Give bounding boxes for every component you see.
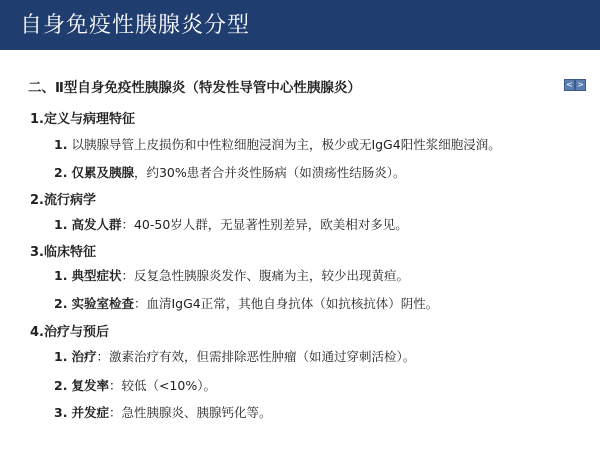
item-text: 以胰腺导管上皮损伤和中性粒细胞浸润为主，极少或无IgG4阳性浆细胞浸润。 xyxy=(71,137,501,152)
item-key: 高发人群 xyxy=(71,217,122,232)
slide-nav xyxy=(564,79,586,91)
item-number: 1. xyxy=(54,137,68,152)
item-key: 治疗 xyxy=(71,349,97,364)
item-key: 实验室检查 xyxy=(71,296,134,311)
group-heading-treatment: 4.治疗与预后 xyxy=(30,325,109,340)
item-number: 3. xyxy=(54,405,68,420)
item-key: 仅累及胰腺 xyxy=(71,165,134,180)
list-item xyxy=(54,135,501,153)
item-number: 2. xyxy=(54,296,68,311)
page-title: 自身免疫性胰腺炎分型 xyxy=(20,13,251,38)
item-number: 2. xyxy=(54,378,68,393)
list-item xyxy=(54,347,415,365)
list-item xyxy=(54,294,438,312)
list-item xyxy=(54,266,409,284)
item-number: 2. xyxy=(54,165,68,180)
section-title: 二、Ⅱ型自身免疫性胰腺炎（特发性导管中心性胰腺炎） xyxy=(28,80,361,96)
item-number: 1. xyxy=(54,217,68,232)
item-text: ，约30%患者合并炎性肠病（如溃疡性结肠炎）。 xyxy=(133,165,406,180)
list-item xyxy=(54,163,406,181)
list-item xyxy=(54,376,216,394)
list-item xyxy=(54,403,271,421)
item-text: ：血清IgG4正常，其他自身抗体（如抗核抗体）阴性。 xyxy=(133,296,439,311)
item-text: ：激素治疗有效，但需排除恶性肿瘤（如通过穿刺活检）。 xyxy=(96,349,416,364)
group-heading-clinical: 3.临床特征 xyxy=(30,245,96,260)
item-text: ：急性胰腺炎、胰腺钙化等。 xyxy=(108,405,272,420)
item-text: ：较低（<10%）。 xyxy=(108,378,216,393)
group-heading-epidemiology: 2.流行病学 xyxy=(30,193,96,208)
item-text: ：反复急性胰腺炎发作、腹痛为主，较少出现黄疸。 xyxy=(121,268,409,283)
item-key: 典型症状 xyxy=(71,268,122,283)
item-number: 1. xyxy=(54,349,68,364)
prev-arrow-icon[interactable]: < xyxy=(564,79,575,91)
list-item xyxy=(54,215,408,233)
next-arrow-icon[interactable]: > xyxy=(575,79,586,91)
group-heading-definition: 1.定义与病理特征 xyxy=(30,112,135,127)
item-key: 并发症 xyxy=(71,405,109,420)
header-bar xyxy=(0,0,600,50)
item-key: 复发率 xyxy=(71,378,109,393)
item-number: 1. xyxy=(54,268,68,283)
item-text: ：40-50岁人群，无显著性别差异，欧美相对多见。 xyxy=(121,217,408,232)
